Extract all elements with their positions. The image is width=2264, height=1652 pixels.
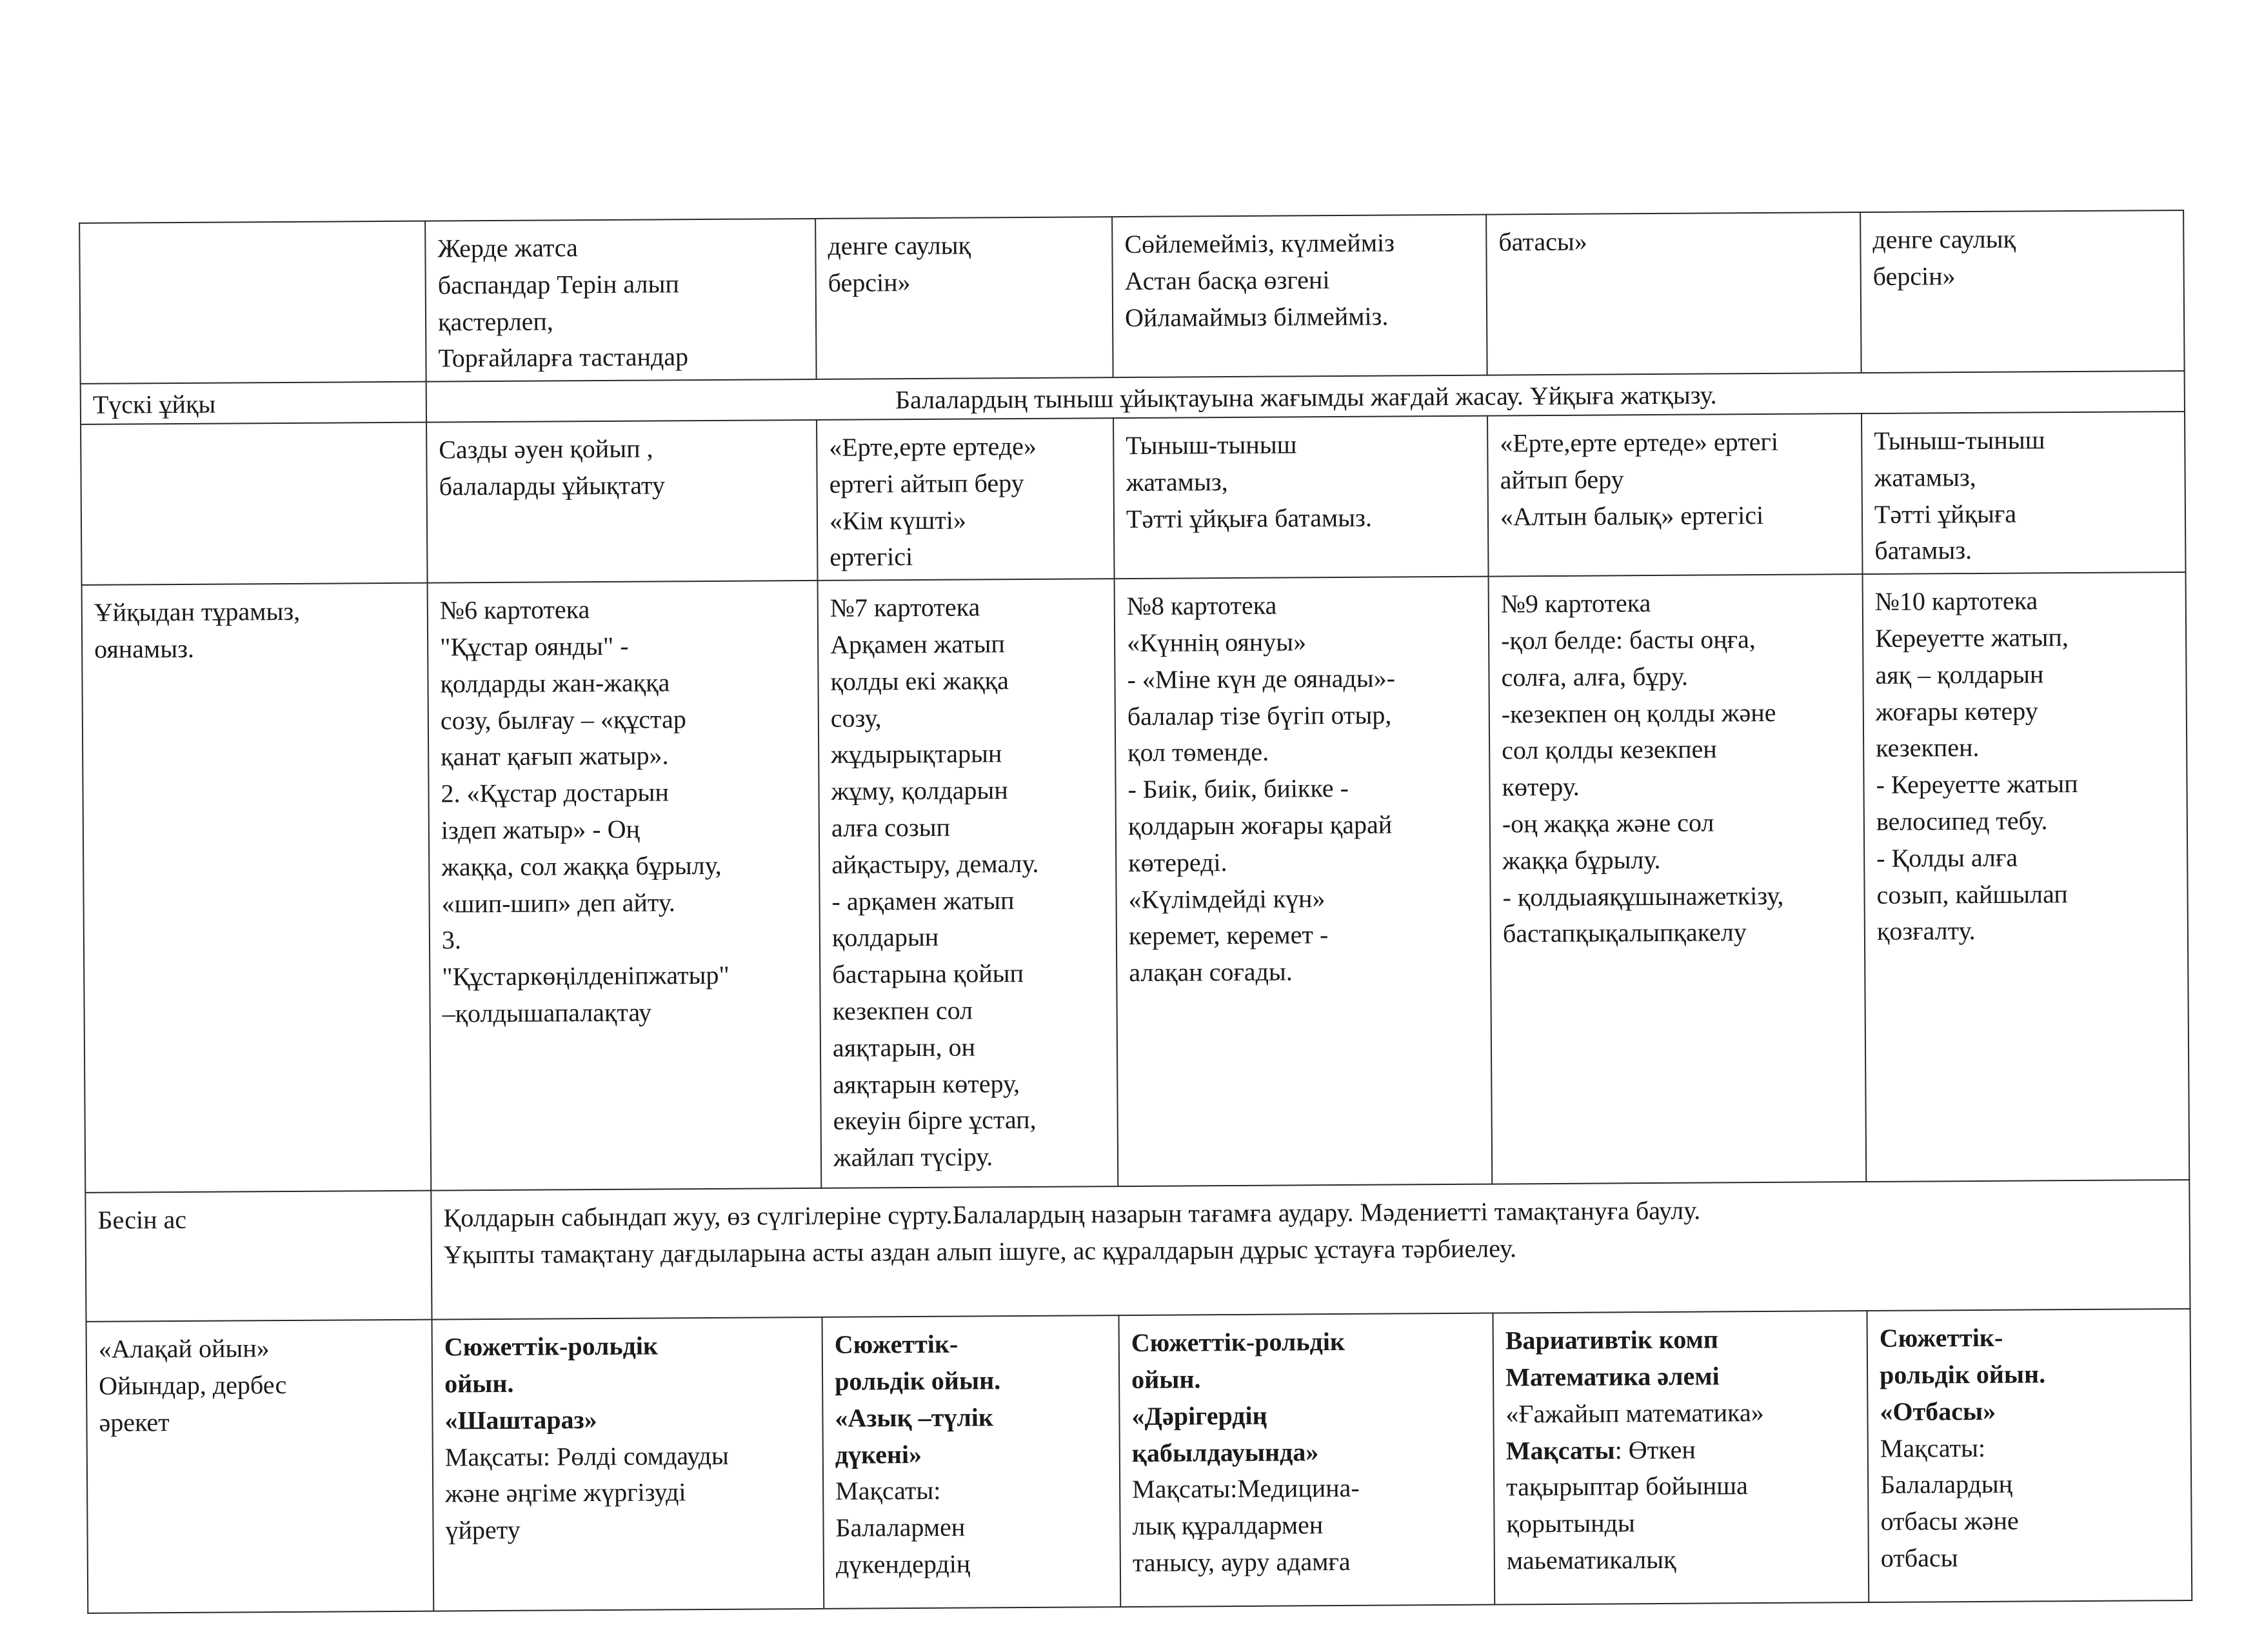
cell-text-line: айтып беру <box>1500 464 1624 495</box>
day-cell-tuesday <box>818 579 1118 1188</box>
cell-text-line: Тыныш-тыныш <box>1874 425 2045 455</box>
day-cell-wednesday <box>1112 215 1487 378</box>
cell-text-line: қастерлеп, <box>437 306 554 337</box>
snack-line-1: Қолдарын сабындап жуу, өз сүлгілеріне сүрту.Балалардың назарын тағамға аудару. Мәдениетті тамақтануға баулу. <box>443 1195 1701 1233</box>
cell-text-line: оянамыз. <box>94 633 195 664</box>
cell-text-line: Ұйқыдан тұрамыз, <box>94 597 301 627</box>
day-cell-wednesday <box>1115 577 1493 1187</box>
cell-text-line: Жерде жатса <box>437 233 578 263</box>
cell-text-line: Ойламаймыз білмейміз. <box>1124 301 1389 332</box>
day-cell-tuesday <box>822 1315 1121 1609</box>
cell-text-line: лық құралдармен <box>1132 1510 1324 1541</box>
row-label-cell <box>86 1320 434 1613</box>
cell-text-line: Түскі ұйқы <box>92 389 216 419</box>
cell-text-line: Сазды әуен қойып , <box>439 433 653 464</box>
cell-text-line: дүкені» <box>835 1439 922 1469</box>
cell-text-line: Торғайларға тастандар <box>438 342 689 373</box>
cell-text-line: «шип-шип» деп айту. <box>441 887 675 919</box>
cell-text-line: «Ғажайып математика» <box>1505 1397 1764 1429</box>
cell-text-line: маьематикалық <box>1506 1544 1676 1575</box>
cell-text-line: рольдік ойын. <box>1879 1359 2046 1389</box>
cell-text-line: ертегі айтып беру <box>829 468 1024 499</box>
cell-text-line: Кереуетте жатып, <box>1874 622 2069 653</box>
cell-text-line: алақан соғады. <box>1129 957 1293 988</box>
cell-text-line: №10 картотека <box>1874 586 2038 617</box>
cell-text-line: Сюжеттік-рольдік <box>444 1331 659 1362</box>
cell-text-line: екеуін бірге ұстап, <box>833 1105 1037 1136</box>
cell-text-line: -кезекпен оң қолды және <box>1501 697 1776 729</box>
cell-text-line: 3. <box>441 925 462 955</box>
cell-text-line: отбасы <box>1880 1543 1958 1573</box>
cell-text-line: жұдырықтарын <box>831 739 1002 770</box>
day-cell-friday <box>1860 210 2185 373</box>
cell-text-line: баспандар Терін алып <box>437 269 679 300</box>
cell-text-line: жаққа бұрылу. <box>1502 844 1661 875</box>
cell-text-line: Астан басқа өзгені <box>1124 264 1330 295</box>
cell-text-line: «Ерте,ерте ертеде» ертегі <box>1500 426 1779 458</box>
cell-text-line: қолды екі жаққа <box>830 665 1009 696</box>
cell-text-line: жатамыз, <box>1874 462 1976 492</box>
cell-text-line: Мақсаты:Медицина- <box>1132 1473 1360 1504</box>
cell-text-line: керемет, керемет - <box>1128 920 1329 951</box>
cell-text-line: –қолдышапалақтау <box>442 997 652 1028</box>
day-cell-monday <box>432 1317 824 1611</box>
cell-text-line: қанат қағып жатыр». <box>441 741 669 771</box>
cell-text-line: жұму, қолдарын <box>831 775 1008 806</box>
day-cell-thursday <box>1487 413 1863 577</box>
cell-text-line: денге саулық <box>1872 224 2016 254</box>
cell-text-line: - Биік, биік, биікке - <box>1127 773 1349 804</box>
cell-text-line: танысу, ауру адамға <box>1132 1546 1351 1577</box>
cell-text-line <box>1506 1431 1857 1469</box>
cell-text-line: және әңгіме жүргізуді <box>445 1477 686 1508</box>
cell-text-line: балалар тізе бүгіп отыр, <box>1127 700 1392 731</box>
cell-text-line: созу, <box>830 702 882 733</box>
day-cell-thursday <box>1493 1311 1869 1605</box>
cell-text-line: Ойындар, дербес <box>99 1369 287 1400</box>
cell-text-line: рольдік ойын. <box>834 1366 1001 1396</box>
cell-text-line: Арқамен жатып <box>830 629 1005 659</box>
cell-text-line: ертегісі <box>829 542 913 572</box>
row-label-cell <box>79 221 426 384</box>
cell-text-line: алға созып <box>831 812 951 842</box>
cell-text-line: созып, кайшылап <box>1876 879 2068 910</box>
cell-text-line: қорытынды <box>1506 1508 1635 1538</box>
cell-text-line: денге саулық <box>828 230 971 261</box>
cell-text-line: кезекпен. <box>1876 733 1980 763</box>
cell-text-line: «Шаштараз» <box>444 1404 597 1435</box>
row-label-cell <box>81 423 428 585</box>
cell-text-line: отбасы және <box>1880 1506 2019 1537</box>
cell-text-line: жатамыз, <box>1126 466 1228 497</box>
cell-text-line: созу, былғау – «құстар <box>440 704 686 735</box>
day-cell-friday <box>1867 1309 2192 1602</box>
row-label-cell <box>85 1191 432 1322</box>
cell-text-line: - Қолды алға <box>1876 842 2018 873</box>
table-row-rhyme-continuation <box>79 210 2184 384</box>
table-row-afternoon-snack <box>85 1180 2190 1322</box>
cell-text-line: берсін» <box>828 267 911 297</box>
cell-text-line: батасы» <box>1498 226 1587 257</box>
cell-text-line: «Азық –түлік <box>835 1402 994 1433</box>
cell-text-line: Сюжеттік- <box>1879 1322 2003 1353</box>
cell-text-line: №7 картотека <box>829 592 980 622</box>
cell-text-line: Мақсаты: <box>1880 1433 1986 1463</box>
cell-text-line: қол төменде. <box>1127 737 1269 768</box>
cell-text-line: солға, алға, бұру. <box>1501 661 1689 692</box>
cell-text-line: Сюжеттік-рольдік <box>1131 1327 1345 1358</box>
day-cell-monday <box>425 219 817 382</box>
cell-text-line: дүкендердің <box>835 1549 971 1579</box>
goal-text: : Өткен <box>1614 1435 1696 1464</box>
cell-text-line: - «Міне күн де оянады»- <box>1127 663 1396 694</box>
day-cell-monday <box>428 581 822 1191</box>
cell-text-line: көтереді. <box>1128 847 1227 877</box>
day-cell-wednesday <box>1119 1313 1495 1607</box>
cell-text-line: балаларды ұйықтату <box>439 470 666 501</box>
cell-text-line: Тәтті ұйқыға <box>1874 499 2017 529</box>
cell-text-line: кезекпен сол <box>832 995 973 1026</box>
cell-text-line: Бесін ас <box>97 1205 187 1235</box>
day-cell-thursday <box>1486 212 1862 375</box>
cell-text-line: аяқтарын, он <box>832 1032 976 1062</box>
cell-text-line: сол қолды кезекпен <box>1502 734 1717 765</box>
day-cell-friday <box>1862 412 2186 574</box>
cell-text-line: тақырыптар бойынша <box>1506 1471 1748 1502</box>
cell-text-line: Сөйлемейміз, күлмейміз <box>1124 228 1395 259</box>
cell-text-line: Мақсаты: Рөлді сомдауды <box>444 1440 729 1472</box>
cell-text-line: -қол белде: басты оңға, <box>1500 624 1756 655</box>
cell-text-line: "Құстар оянды" - <box>440 631 629 662</box>
snack-line-2: Ұқыпты тамақтану дағдыларына асты аздан алып ішуге, ас құралдарын дұрыс ұстауға тәрбиелеу. <box>443 1233 1517 1269</box>
cell-text-line: әрекет <box>99 1407 170 1437</box>
cell-text-line: аяқтарын көтеру, <box>833 1068 1020 1099</box>
cell-text-line: №9 картотека <box>1500 588 1651 619</box>
cell-text-line: Балалардың <box>1880 1469 2013 1500</box>
afternoon-snack-description <box>431 1180 2190 1320</box>
table-row-wake-up-exercises <box>82 572 2190 1193</box>
row-label-cell <box>82 583 432 1193</box>
cell-text-line: жаққа, сол жаққа бұрылу, <box>441 850 722 882</box>
day-cell-friday <box>1863 572 2190 1182</box>
cell-text-line: ойын. <box>444 1368 514 1398</box>
cell-text-line: №6 картотека <box>439 595 590 625</box>
cell-text-line: - қолдыаяқұшынажеткізу, <box>1502 881 1784 912</box>
cell-text-line: «Күлімдейді күн» <box>1128 883 1326 914</box>
cell-text-line: Математика әлемі <box>1505 1361 1720 1392</box>
cell-text-line: іздеп жатыр» - Оң <box>441 814 640 845</box>
day-cell-tuesday <box>817 418 1115 581</box>
table-row-nap-activities <box>81 412 2185 585</box>
cell-text-line: - Кереуетте жатып <box>1876 769 2078 800</box>
cell-text-line: Тәтті ұйқыға батамыз. <box>1126 503 1373 533</box>
cell-text-line: "Құстаркөңілденіпжатыр" <box>442 960 730 991</box>
cell-text-line: берсін» <box>1872 261 1956 291</box>
cell-text-line: «Кім күшті» <box>829 505 967 535</box>
cell-text-line: «Дәрігердің <box>1131 1400 1267 1431</box>
cell-text-line: Сюжеттік- <box>834 1329 958 1359</box>
cell-text-line: «Отбасы» <box>1880 1396 1996 1426</box>
cell-text-line: үйрету <box>445 1515 521 1545</box>
cell-text-line: «Алақай ойын» <box>98 1333 270 1364</box>
table-row-games <box>86 1309 2192 1613</box>
cell-text-line: Мақсаты: <box>835 1476 941 1506</box>
daily-plan-table <box>79 210 2192 1614</box>
cell-text-line: аяқ – қолдарын <box>1875 659 2044 690</box>
cell-text-line: қабылдауында» <box>1131 1437 1319 1468</box>
cell-text-line: айқастыру, демалу. <box>831 848 1039 879</box>
cell-text-line: қолдарын <box>831 922 939 953</box>
cell-text-line: «Күннің оянуы» <box>1127 627 1307 657</box>
cell-text-line: 2. «Құстар достарын <box>441 777 669 808</box>
day-cell-thursday <box>1489 574 1867 1184</box>
cell-text-line: бастапқықалыпқакелу <box>1502 917 1747 948</box>
cell-text-line: -оң жаққа және сол <box>1502 808 1714 839</box>
cell-text-line: қолдарды жан-жаққа <box>440 668 670 699</box>
cell-text-line: Балалармен <box>835 1512 966 1542</box>
cell-text-line: «Ерте,ерте ертеде» <box>829 431 1037 462</box>
day-cell-wednesday <box>1113 416 1489 579</box>
cell-text-line: Тыныш-тыныш <box>1126 430 1297 461</box>
cell-text-line: «Алтын балық» ертегісі <box>1500 500 1764 532</box>
cell-text-line: жайлап түсіру. <box>833 1142 993 1172</box>
cell-text-line: қолдарын жоғары қарай <box>1127 810 1393 841</box>
cell-text-line: велосипед тебу. <box>1876 806 2048 836</box>
cell-text-line: жоғары көтеру <box>1875 695 2038 726</box>
nap-time-description: Балалардың тыныш ұйықтауына жағымды жағдай жасау. Ұйқыға жатқызу. <box>426 371 2185 422</box>
row-label-cell <box>81 382 426 424</box>
cell-text-line: бастарына қойып <box>832 959 1024 989</box>
goal-keyword: Мақсаты <box>1505 1435 1615 1466</box>
cell-text-line: Вариативтік комп <box>1505 1324 1719 1355</box>
day-cell-monday <box>426 420 818 583</box>
cell-text-line: қозғалту. <box>1876 916 1976 946</box>
day-cell-tuesday <box>815 217 1113 379</box>
cell-text-line: - арқамен жатып <box>831 885 1015 916</box>
cell-text-line: көтеру. <box>1502 771 1580 802</box>
cell-text-line: №8 картотека <box>1126 590 1277 621</box>
cell-text-line: ойын. <box>1131 1364 1201 1394</box>
cell-text-line: батамыз. <box>1874 535 1972 566</box>
